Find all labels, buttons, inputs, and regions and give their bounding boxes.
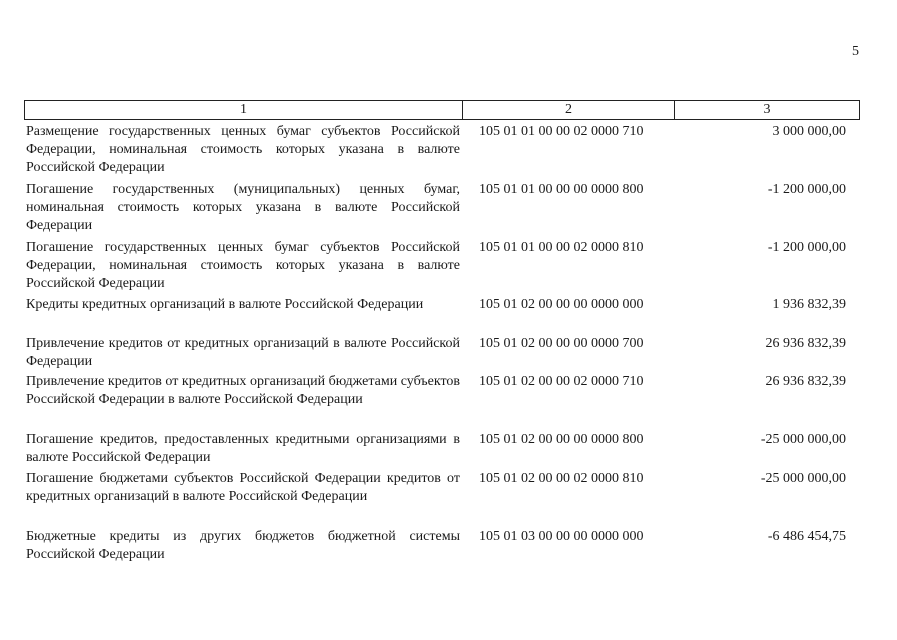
row-description: Погашение государственных ценных бумаг субъектов Российской Федерации, номинальная стоимость которых указана в валюте Российской Федерации [26, 240, 460, 291]
row-description: Погашение бюджетами субъектов Российской Федерации кредитов от кредитных организаций в валюте Российской Федерации [26, 471, 460, 504]
row-amount: -1 200 000,00 [767, 240, 846, 255]
row-amount: 3 000 000,00 [772, 124, 846, 139]
row-description: Погашение государственных (муниципальных) ценных бумаг, номинальная стоимость которых указана в валюте Российской Федерации [26, 182, 460, 233]
row-description: Привлечение кредитов от кредитных организаций в валюте Российской Федерации [26, 336, 460, 369]
row-code: 105 01 01 00 00 02 0000 710 [479, 124, 644, 139]
column-header-1: 1 [25, 101, 463, 119]
row-amount: -6 486 454,75 [767, 529, 846, 544]
row-amount: 1 936 832,39 [772, 297, 846, 312]
page-number: 5 [852, 44, 859, 59]
row-code: 105 01 02 00 00 00 0000 800 [479, 432, 644, 447]
row-amount: -1 200 000,00 [767, 182, 846, 197]
column-header-2: 2 [463, 101, 675, 119]
row-code: 105 01 01 00 00 00 0000 800 [479, 182, 644, 197]
row-amount: 26 936 832,39 [765, 374, 846, 389]
row-description: Размещение государственных ценных бумаг субъектов Российской Федерации, номинальная стоимость которых указана в валюте Российской Федерации [26, 124, 460, 175]
row-code: 105 01 02 00 00 00 0000 000 [479, 297, 644, 312]
table-header [24, 100, 860, 120]
row-amount: -25 000 000,00 [760, 471, 846, 486]
row-description: Погашение кредитов, предоставленных кредитными организациями в валюте Российской Федерации [26, 432, 460, 465]
row-code: 105 01 02 00 00 00 0000 700 [479, 336, 644, 351]
row-code: 105 01 03 00 00 00 0000 000 [479, 529, 644, 544]
row-description: Кредиты кредитных организаций в валюте Российской Федерации [26, 297, 424, 312]
row-amount: 26 936 832,39 [765, 336, 846, 351]
row-code: 105 01 02 00 00 02 0000 710 [479, 374, 644, 389]
row-amount: -25 000 000,00 [760, 432, 846, 447]
row-code: 105 01 02 00 00 02 0000 810 [479, 471, 644, 486]
row-code: 105 01 01 00 00 02 0000 810 [479, 240, 644, 255]
column-header-3: 3 [763, 102, 771, 117]
row-description: Бюджетные кредиты из других бюджетов бюджетной системы Российской Федерации [26, 529, 460, 562]
row-description: Привлечение кредитов от кредитных организаций бюджетами субъектов Российской Федерации в валюте Российской Федерации [26, 374, 460, 407]
